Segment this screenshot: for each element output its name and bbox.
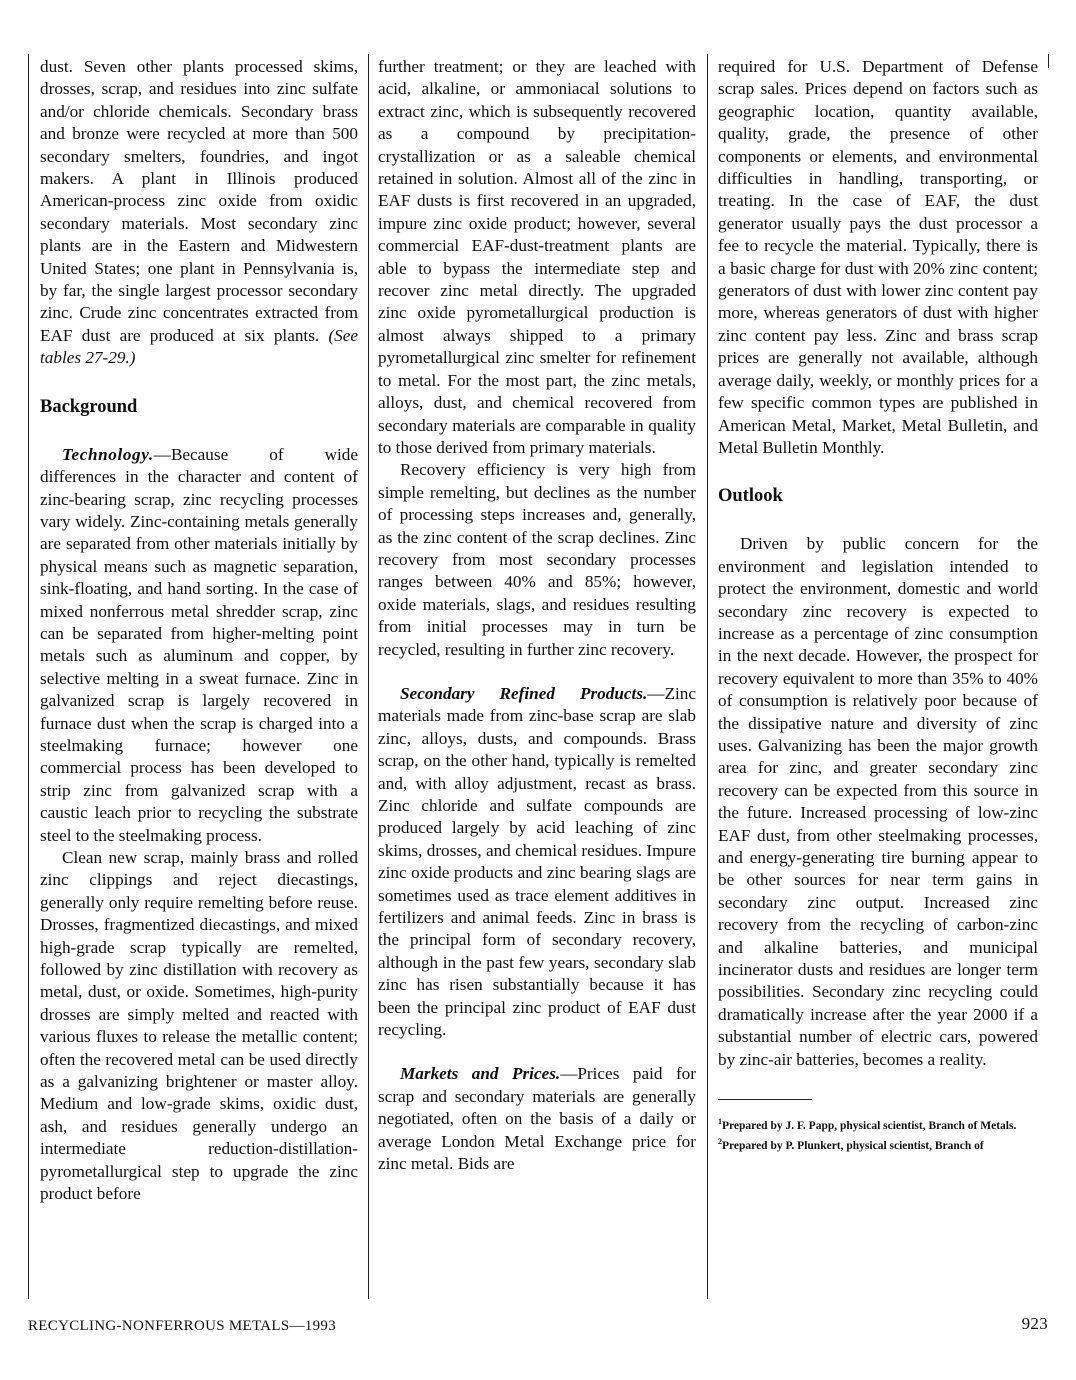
markets-prices-run-in-title: Markets and Prices.	[400, 1064, 561, 1084]
refined-products-paragraph	[378, 683, 696, 1042]
footnote-2-text: Prepared by P. Plunkert, physical scientist, Branch of	[722, 1139, 984, 1152]
paragraph-spacer	[378, 1041, 696, 1063]
outlook-heading: Outlook	[718, 486, 783, 507]
prices-continued-paragraph: required for U.S. Department of Defense scrap sales. Prices depend on factors such as geographic location, quantity available, quality, grade, the presence of other components or elements, and environmental difficulties in handling, transporting, or treating. In the case of EAF, the dust generator usually pays the dust processor a fee to recycle the material. Typically, there is a basic charge for dust with 20% zinc content; generators of dust with lower zinc content pay more, whereas generators of dust with higher zinc content pay less. Zinc and brass scrap prices are generally not available, although average daily, weekly, or monthly prices for a few specific common types are published in American Metal, Market, Metal Bulletin, and Metal Bulletin Monthly.	[718, 57, 1038, 457]
technology-run-in-title: Technology.	[62, 444, 154, 464]
column-rule-center-left	[368, 54, 369, 1299]
technology-paragraph	[40, 444, 358, 847]
refined-products-text: —Zinc materials made from zinc-base scrap are slab zinc, alloys, dusts, and compounds. Brass scrap, on the other hand, typically is remelted and, with alloy adjustment, recast as brass. Zinc chloride and sulfate compounds are produced largely by acid leaching of zinc skims, drosses, and chemical residues. Impure zinc oxide products and zinc bearing slags are sometimes used as trace element additives in fertilizers and animal feeds. Zinc in brass is the principal form of secondary recovery, although in the past few years, secondary slab zinc has risen substantially because it has been the principal zinc product of EAF dust recycling.	[378, 683, 696, 1040]
paragraph-spacer	[378, 661, 696, 683]
treatment-continued-paragraph: further treatment; or they are leached with acid, alkaline, or ammoniacal solutions to extract zinc, which is subsequently recovered as a compound by precipitation-crystallization or as a saleable chemical retained in solution. Almost all of the zinc in EAF dusts is first recovered in an upgraded, impure zinc oxide product; however, several commercial EAF-dust-treatment plants are able to bypass the intermediate step and recover zinc metal directly. The upgraded zinc oxide pyrometallurgical production is almost always shipped to a primary pyrometallurgical zinc smelter for refinement to metal. For the most part, the zinc metals, alloys, dust, and chemical recovered from secondary materials are comparable in quality to those derived from primary materials.	[378, 57, 696, 457]
footnote-2	[718, 1134, 1038, 1154]
column-2	[378, 56, 696, 1176]
markets-prices-text: —Prices paid for scrap and secondary materials are generally negotiated, often on the basis of a daily or average London Metal Exchange price for zinc metal. Bids are	[378, 1064, 696, 1174]
column-1	[40, 56, 358, 1206]
footnote-1-text: Prepared by J. F. Papp, physical scientist, Branch of Metals.	[722, 1119, 1017, 1132]
footnote-rule	[718, 1099, 812, 1100]
background-heading: Background	[40, 396, 138, 417]
column-rule-right	[1048, 54, 1049, 68]
footnote-1	[718, 1114, 1038, 1134]
recovery-efficiency-paragraph: Recovery efficiency is very high from simple remelting, but declines as the number of processing steps increases and, generally, as the zinc content of the scrap declines. Zinc recovery from most secondary processes ranges between 40% and 85%; however, oxide materials, slags, and residues resulting from initial processes may in turn be recycled, resulting in further zinc recovery.	[378, 460, 696, 659]
intro-paragraph	[40, 56, 358, 370]
clean-scrap-paragraph: Clean new scrap, mainly brass and rolled zinc clippings and reject diecastings, generally only require remelting before reuse. Drosses, fragmentized diecastings, and mixed high-grade scrap typically are remelted, followed by zinc distillation with recovery as metal, dust, or oxide. Sometimes, high-purity drosses are simply melted and reacted with various fluxes to release the metallic content; often the recovered metal can be used directly as a galvanizing brightener or master alloy. Medium and low-grade skims, oxidic dust, ash, and residues generally undergo an intermediate reduction-distillation-pyrometallurgical step to upgrade the zinc product before	[40, 848, 358, 1204]
intro-text: dust. Seven other plants processed skims, drosses, scrap, and residues into zinc sulfate and/or chloride chemicals. Secondary brass and bronze were recycled at more than 500 secondary smelters, foundries, and ingot makers. A plant in Illinois produced American-process zinc oxide from oxidic secondary materials. Most secondary zinc plants are in the Eastern and Midwestern United States; one plant in Pennsylvania is, by far, the single largest processor secondary zinc. Crude zinc concentrates extracted from EAF dust are produced at six plants.	[40, 57, 358, 345]
intro-table-reference: (See tables 27-29.)	[40, 325, 359, 368]
footnote-2-mark: 2	[718, 1136, 722, 1146]
outlook-paragraph: Driven by public concern for the environment and legislation intended to protect the environment, domestic and world secondary zinc recovery is expected to increase as a percentage of zinc consumption in the next decade. However, the prospect for recovery equivalent to more than 35% to 40% of consumption is relatively poor because of the dissipative nature and diversity of zinc uses. Galvanizing has been the major growth area for zinc, and greater secondary zinc recovery can be expected from this source in the future. Increased processing of low-zinc EAF dust, from other steelmaking processes, and energy-generating tire burning appear to be other sources for near term gains in secondary zinc output. Increased zinc recovery from the recycling of carbon-zinc and alkaline batteries, and municipal incinerator dusts and residues are longer term possibilities. Secondary zinc recycling could dramatically increase after the year 2000 if a substantial number of electric cars, powered by zinc-air batteries, becomes a reality.	[718, 534, 1038, 1069]
page-number: 923	[1021, 1314, 1048, 1333]
running-footer: RECYCLING-NONFERROUS METALS—1993	[28, 1318, 336, 1334]
footnote-1-mark: 1	[718, 1117, 722, 1127]
column-rule-center-right	[707, 54, 708, 1299]
refined-products-run-in-title: Secondary Refined Products.	[400, 683, 648, 703]
column-3	[718, 56, 1038, 1154]
technology-text: —Because of wide differences in the character and content of zinc-bearing scrap, zinc recycling processes vary widely. Zinc-containing metals generally are separated from other materials initially by physical means such as magnetic separation, sink-floating, and hand sorting. In the case of mixed nonferrous metal shredder scrap, zinc can be separated from higher-melting point metals such as aluminum and copper, by selective melting in a sweat furnace. Zinc in galvanized scrap is largely recovered in furnace dust when the scrap is charged into a steelmaking furnace; however one commercial process has been developed to strip zinc from galvanized scrap with a caustic leach prior to recycling the substrate steel to the steelmaking process.	[40, 444, 358, 845]
markets-prices-paragraph	[378, 1063, 696, 1175]
column-rule-left	[28, 54, 29, 1299]
